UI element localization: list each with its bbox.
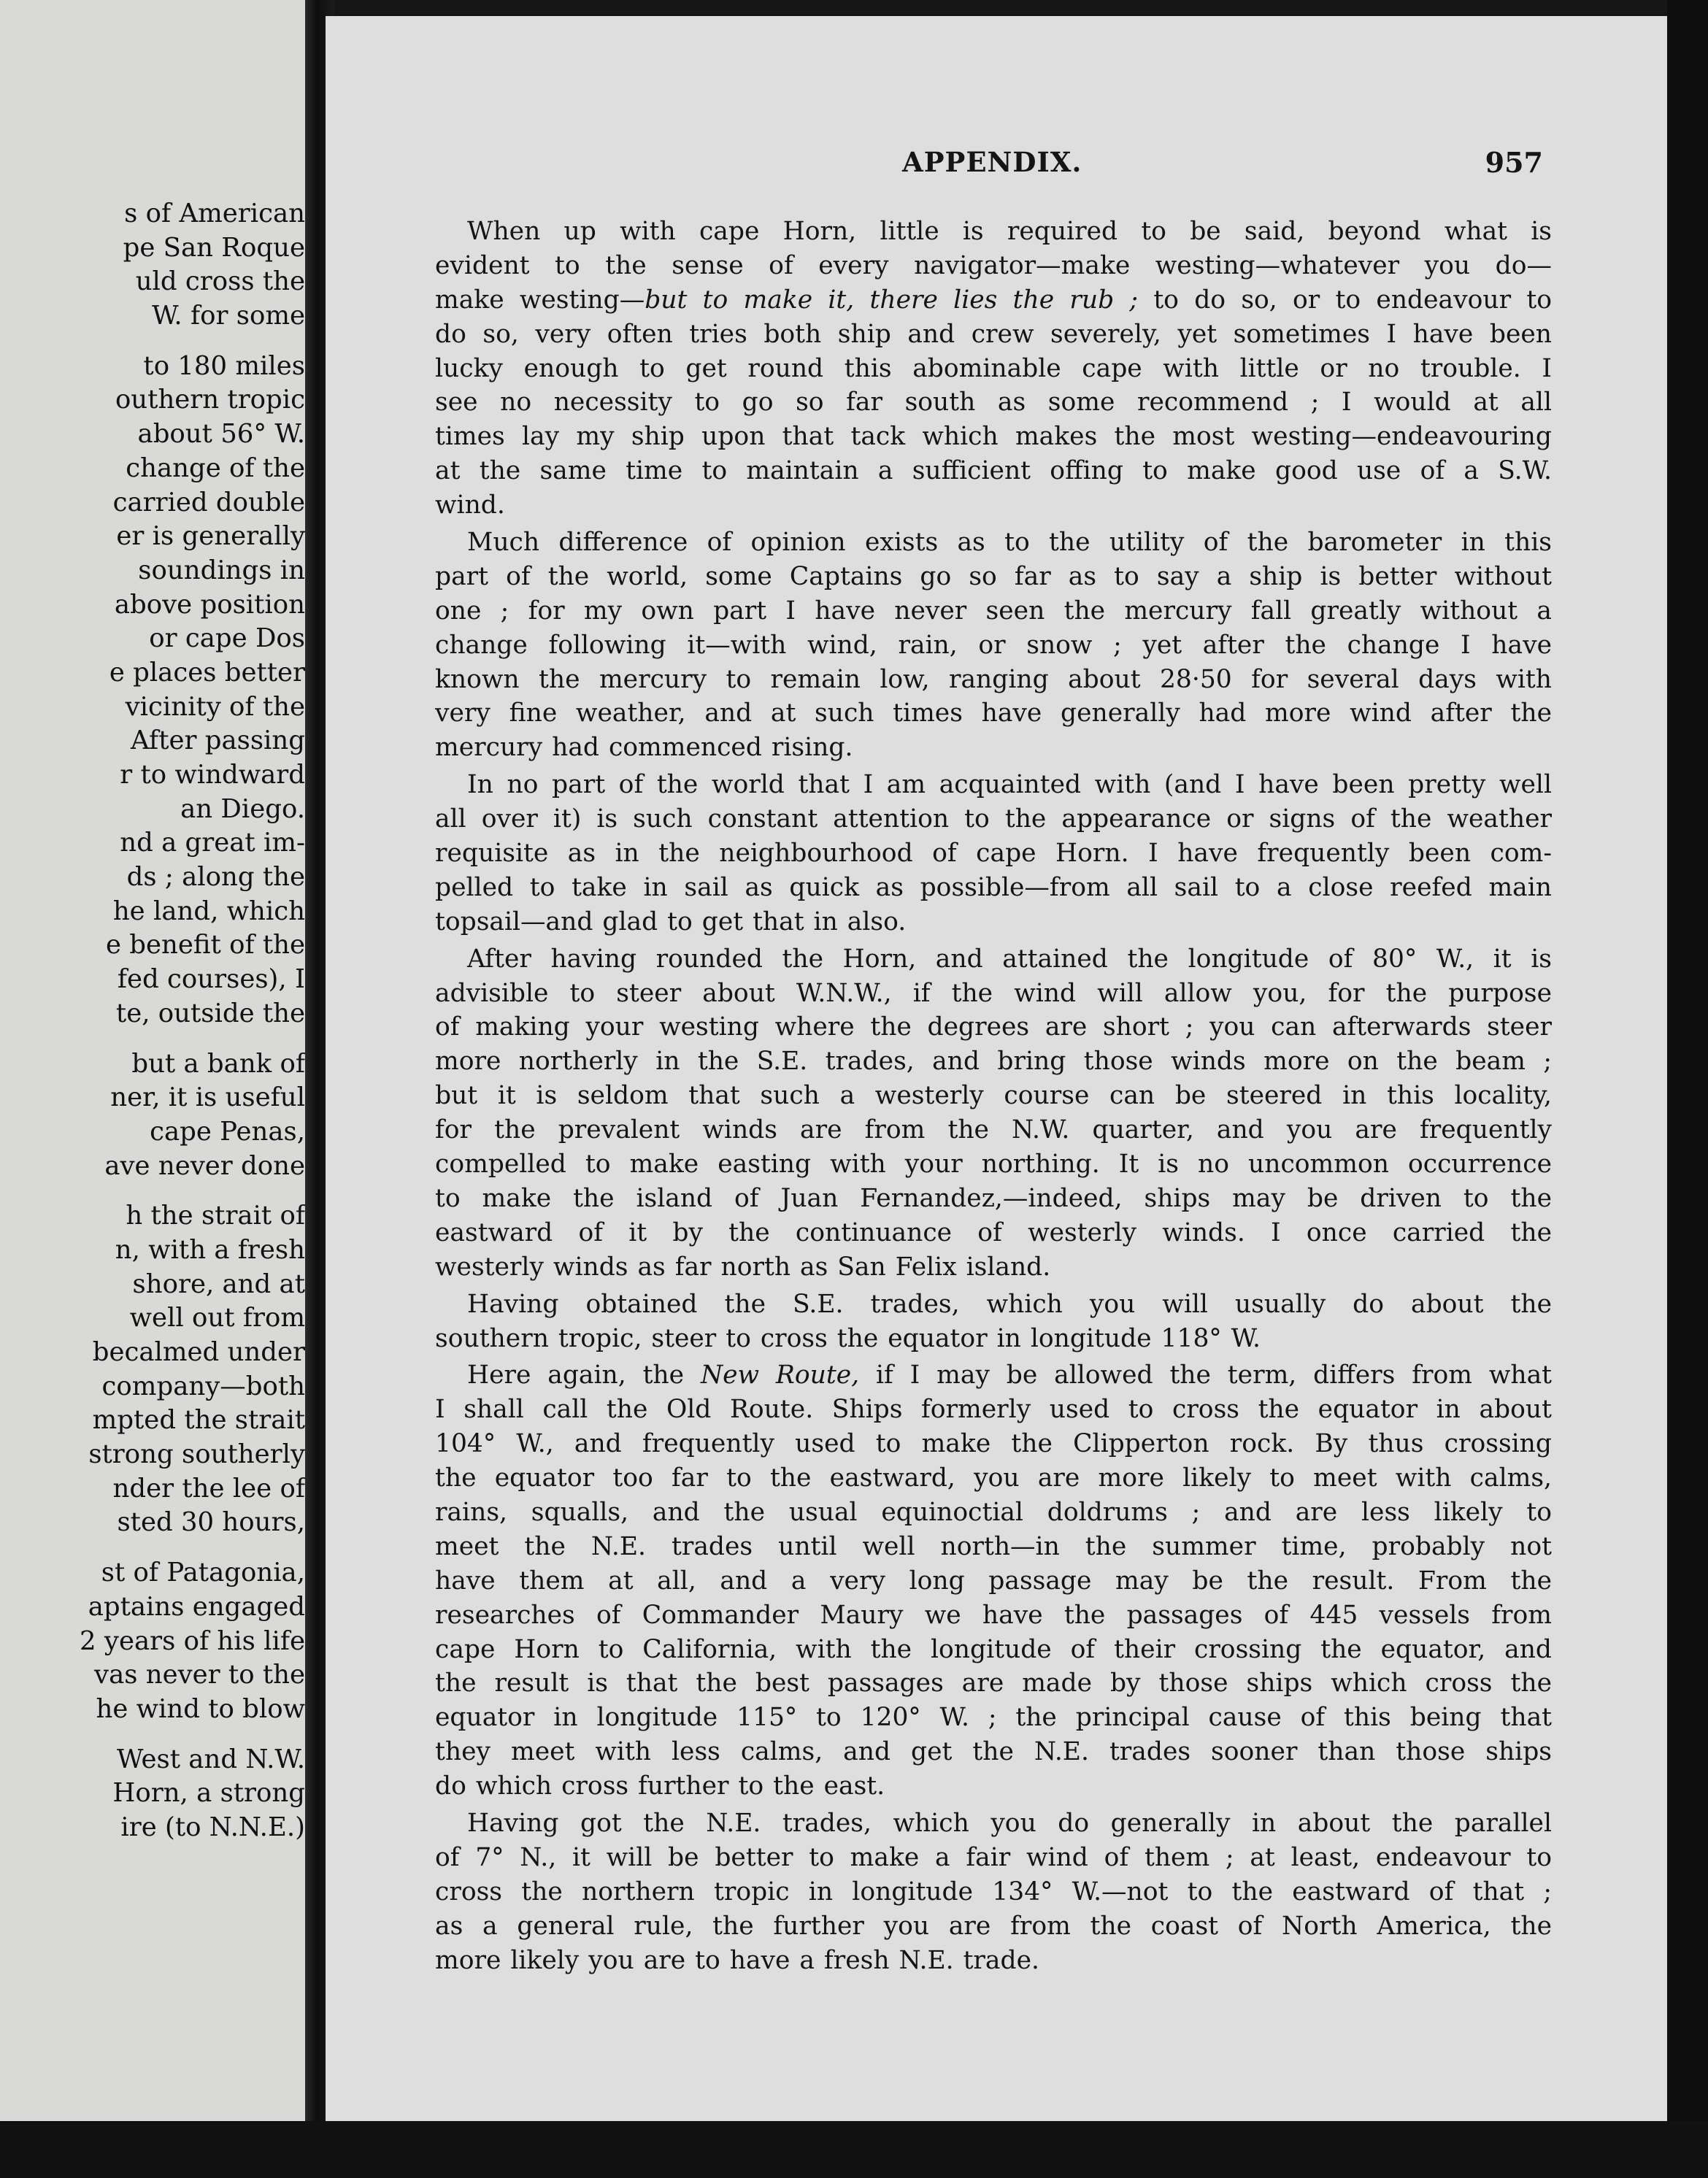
left-page-line: outhern tropic bbox=[115, 385, 305, 415]
left-page-line: pe San Roque bbox=[123, 232, 305, 263]
left-page-line: uld cross the bbox=[135, 266, 305, 297]
text-span: if I may be allowed the term, differs from what bbox=[859, 1361, 1552, 1390]
text-line: topsail—and glad to get that in also. bbox=[435, 907, 907, 936]
italic-phrase: New Route, bbox=[700, 1361, 860, 1390]
text-line: at the same time to maintain a sufficient offing to make good use of a S.W. bbox=[435, 456, 1552, 486]
left-page-line: st of Patagonia, bbox=[101, 1558, 305, 1588]
left-page-line: Horn, a strong bbox=[112, 1778, 305, 1809]
text-span: make westing— bbox=[435, 285, 645, 315]
left-page-line: strong southerly bbox=[88, 1439, 305, 1470]
text-line: they meet with less calms, and get the N.E. trades sooner than those ships bbox=[435, 1737, 1552, 1767]
text-line: cape Horn to California, with the longitude of their crossing the equator, and bbox=[435, 1634, 1552, 1664]
left-page-line: vas never to the bbox=[94, 1660, 305, 1690]
text-line: Much difference of opinion exists as to the utility of the barometer in this bbox=[467, 528, 1552, 558]
text-line: advisible to steer about W.N.W., if the wind will allow you, for the purpose bbox=[435, 978, 1552, 1008]
left-page-line: e benefit of the bbox=[105, 930, 305, 961]
text-line: all over it) is such constant attention to the appearance or signs of the weather bbox=[435, 804, 1552, 834]
left-page-line: n, with a fresh bbox=[115, 1234, 305, 1265]
text-line: as a general rule, the further you are from the coast of North America, the bbox=[435, 1911, 1552, 1941]
left-page-line: soundings in bbox=[138, 555, 305, 585]
scan-border-bottom bbox=[0, 2121, 1708, 2178]
left-page-line bbox=[0, 1031, 305, 1047]
left-page-line: vicinity of the bbox=[125, 691, 305, 722]
left-page-line: to 180 miles bbox=[143, 350, 305, 381]
running-title: APPENDIX. bbox=[902, 146, 1082, 178]
left-page-line: West and N.W. bbox=[116, 1744, 305, 1774]
text-line bbox=[435, 283, 1552, 318]
left-page-line: s of American bbox=[124, 199, 305, 228]
text-line: evident to the sense of every navigator—make westing—whatever you do— bbox=[435, 250, 1552, 280]
text-line: After having rounded the Horn, and attained the longitude of 80° W., it is bbox=[467, 944, 1552, 974]
text-line: Having obtained the S.E. trades, which you will usually do about the bbox=[467, 1289, 1552, 1319]
text-line: of making your westing where the degrees are short ; you can afterwards steer bbox=[435, 1012, 1552, 1042]
left-page-line: or cape Dos bbox=[149, 623, 305, 654]
text-line: have them at all, and a very long passage may be the result. From the bbox=[435, 1566, 1552, 1596]
text-line: eastward of it by the continuance of westerly winds. I once carried the bbox=[435, 1217, 1552, 1247]
left-page-line: h the strait of bbox=[126, 1201, 305, 1231]
left-page-line: sted 30 hours, bbox=[117, 1507, 305, 1538]
left-page-line: change of the bbox=[126, 453, 305, 483]
left-page-line: mpted the strait bbox=[92, 1405, 305, 1436]
left-page-line: an Diego. bbox=[180, 793, 305, 824]
left-page-line: but a bank of bbox=[131, 1048, 305, 1079]
text-line: known the mercury to remain low, ranging about 28·50 for several days with bbox=[435, 664, 1552, 694]
left-page-line: te, outside the bbox=[115, 998, 305, 1028]
text-line: more northerly in the S.E. trades, and bring those winds more on the beam ; bbox=[435, 1047, 1552, 1077]
text-line: westerly winds as far north as San Felix island. bbox=[435, 1252, 1051, 1282]
left-page-line: about 56° W. bbox=[137, 419, 305, 450]
italic-phrase: but to make it, there lies the rub ; bbox=[645, 285, 1139, 315]
left-page-line: ds ; along the bbox=[126, 862, 305, 893]
text-line: meet the N.E. trades until well north—in the summer time, probably not bbox=[435, 1531, 1552, 1561]
text-line: mercury had commenced rising. bbox=[435, 733, 853, 763]
left-page-line: cape Penas, bbox=[150, 1116, 305, 1147]
left-page-line: nder the lee of bbox=[112, 1473, 305, 1504]
left-page-line: above position bbox=[114, 589, 305, 620]
left-page-line: becalmed under bbox=[92, 1337, 305, 1367]
text-line: the result is that the best passages are made by those ships which cross the bbox=[435, 1669, 1552, 1698]
text-line bbox=[435, 1358, 1552, 1393]
left-page-line bbox=[0, 334, 305, 350]
left-page-line bbox=[0, 1727, 305, 1743]
left-page-line: nd a great im- bbox=[120, 828, 305, 858]
text-line: I shall call the Old Route. Ships formerly used to cross the equator in about bbox=[435, 1395, 1552, 1425]
text-line: very fine weather, and at such times have generally had more wind after the bbox=[435, 699, 1552, 728]
left-page-line: e places better bbox=[109, 657, 305, 688]
text-line: part of the world, some Captains go so far as to say a ship is better without bbox=[435, 561, 1552, 591]
text-line: requisite as in the neighbourhood of cape Horn. I have frequently been com- bbox=[435, 839, 1552, 869]
text-line: lucky enough to get round this abominable cape with little or no trouble. I bbox=[435, 353, 1552, 383]
page-number: 957 bbox=[1485, 146, 1543, 179]
text-line: do so, very often tries both ship and crew severely, yet sometimes I have been bbox=[435, 319, 1552, 349]
text-line: equator in longitude 115° to 120° W. ; the principal cause of this being that bbox=[435, 1703, 1552, 1733]
text-line: one ; for my own part I have never seen the mercury fall greatly without a bbox=[435, 596, 1552, 626]
left-page-line: well out from bbox=[129, 1303, 305, 1334]
left-page-line: ner, it is useful bbox=[110, 1082, 305, 1113]
text-line: researches of Commander Maury we have the passages of 445 vessels from bbox=[435, 1600, 1552, 1630]
text-line: 104° W., and frequently used to make the Clipperton rock. By thus crossing bbox=[435, 1429, 1552, 1459]
text-line: to make the island of Juan Fernandez,—indeed, ships may be driven to the bbox=[435, 1183, 1552, 1213]
left-page-line: ave never done bbox=[104, 1150, 305, 1181]
left-page-line: shore, and at bbox=[132, 1269, 305, 1299]
text-line: Having got the N.E. trades, which you do generally in about the parallel bbox=[467, 1808, 1552, 1838]
text-span: to do so, or to endeavour to bbox=[1138, 285, 1552, 315]
body-text bbox=[435, 212, 1552, 1980]
left-page-line: he wind to blow bbox=[96, 1693, 305, 1724]
text-line: do which cross further to the east. bbox=[435, 1771, 885, 1801]
text-span: Here again, the bbox=[467, 1361, 701, 1390]
right-page bbox=[326, 16, 1667, 2121]
text-line: more likely you are to have a fresh N.E. trade. bbox=[435, 1945, 1039, 1975]
left-page-line: carried double bbox=[112, 487, 305, 517]
left-page-line bbox=[0, 1540, 305, 1556]
left-page-line: 2 years of his life bbox=[80, 1625, 305, 1656]
left-page-line bbox=[0, 1183, 305, 1199]
left-page-line: company—both bbox=[101, 1371, 305, 1401]
left-page-line: After passing bbox=[131, 726, 305, 756]
left-page bbox=[0, 0, 305, 2121]
left-page-line: W. for some bbox=[152, 301, 305, 331]
left-page-line: er is generally bbox=[116, 521, 305, 552]
text-line: wind. bbox=[435, 490, 505, 520]
left-page-line: fed courses), I bbox=[117, 964, 305, 995]
text-line: pelled to take in sail as quick as possible—from all sail to a close reefed main bbox=[435, 872, 1552, 902]
text-line: see no necessity to go so far south as some recommend ; I would at all bbox=[435, 388, 1552, 417]
text-line: the equator too far to the eastward, you are more likely to meet with calms, bbox=[435, 1463, 1552, 1493]
left-page-text bbox=[0, 197, 305, 1845]
text-line: southern tropic, steer to cross the equator in longitude 118° W. bbox=[435, 1323, 1261, 1353]
text-line: change following it—with wind, rain, or snow ; yet after the change I have bbox=[435, 630, 1552, 660]
left-page-line: ire (to N.N.E.) bbox=[120, 1812, 305, 1842]
text-line: but it is seldom that such a westerly course can be steered in this locality, bbox=[435, 1081, 1552, 1111]
text-line: rains, squalls, and the usual equinoctial doldrums ; and are less likely to bbox=[435, 1497, 1552, 1527]
text-line: for the prevalent winds are from the N.W. quarter, and you are frequently bbox=[435, 1115, 1552, 1145]
text-line: compelled to make easting with your northing. It is no uncommon occurrence bbox=[435, 1150, 1552, 1180]
left-page-line: he land, which bbox=[112, 896, 305, 926]
running-head bbox=[326, 146, 1667, 190]
text-line: of 7° N., it will be better to make a fair wind of them ; at least, endeavour to bbox=[435, 1842, 1552, 1872]
scan-border-right bbox=[1667, 0, 1708, 2178]
text-line: cross the northern tropic in longitude 134° W.—not to the eastward of that ; bbox=[435, 1877, 1552, 1906]
text-line: In no part of the world that I am acquainted with (and I have been pretty well bbox=[467, 770, 1552, 800]
left-page-line: aptains engaged bbox=[88, 1591, 305, 1622]
left-page-line: r to windward bbox=[120, 760, 305, 790]
text-line: times lay my ship upon that tack which makes the most westing—endeavouring bbox=[435, 422, 1552, 452]
text-line: When up with cape Horn, little is required to be said, beyond what is bbox=[467, 217, 1552, 246]
